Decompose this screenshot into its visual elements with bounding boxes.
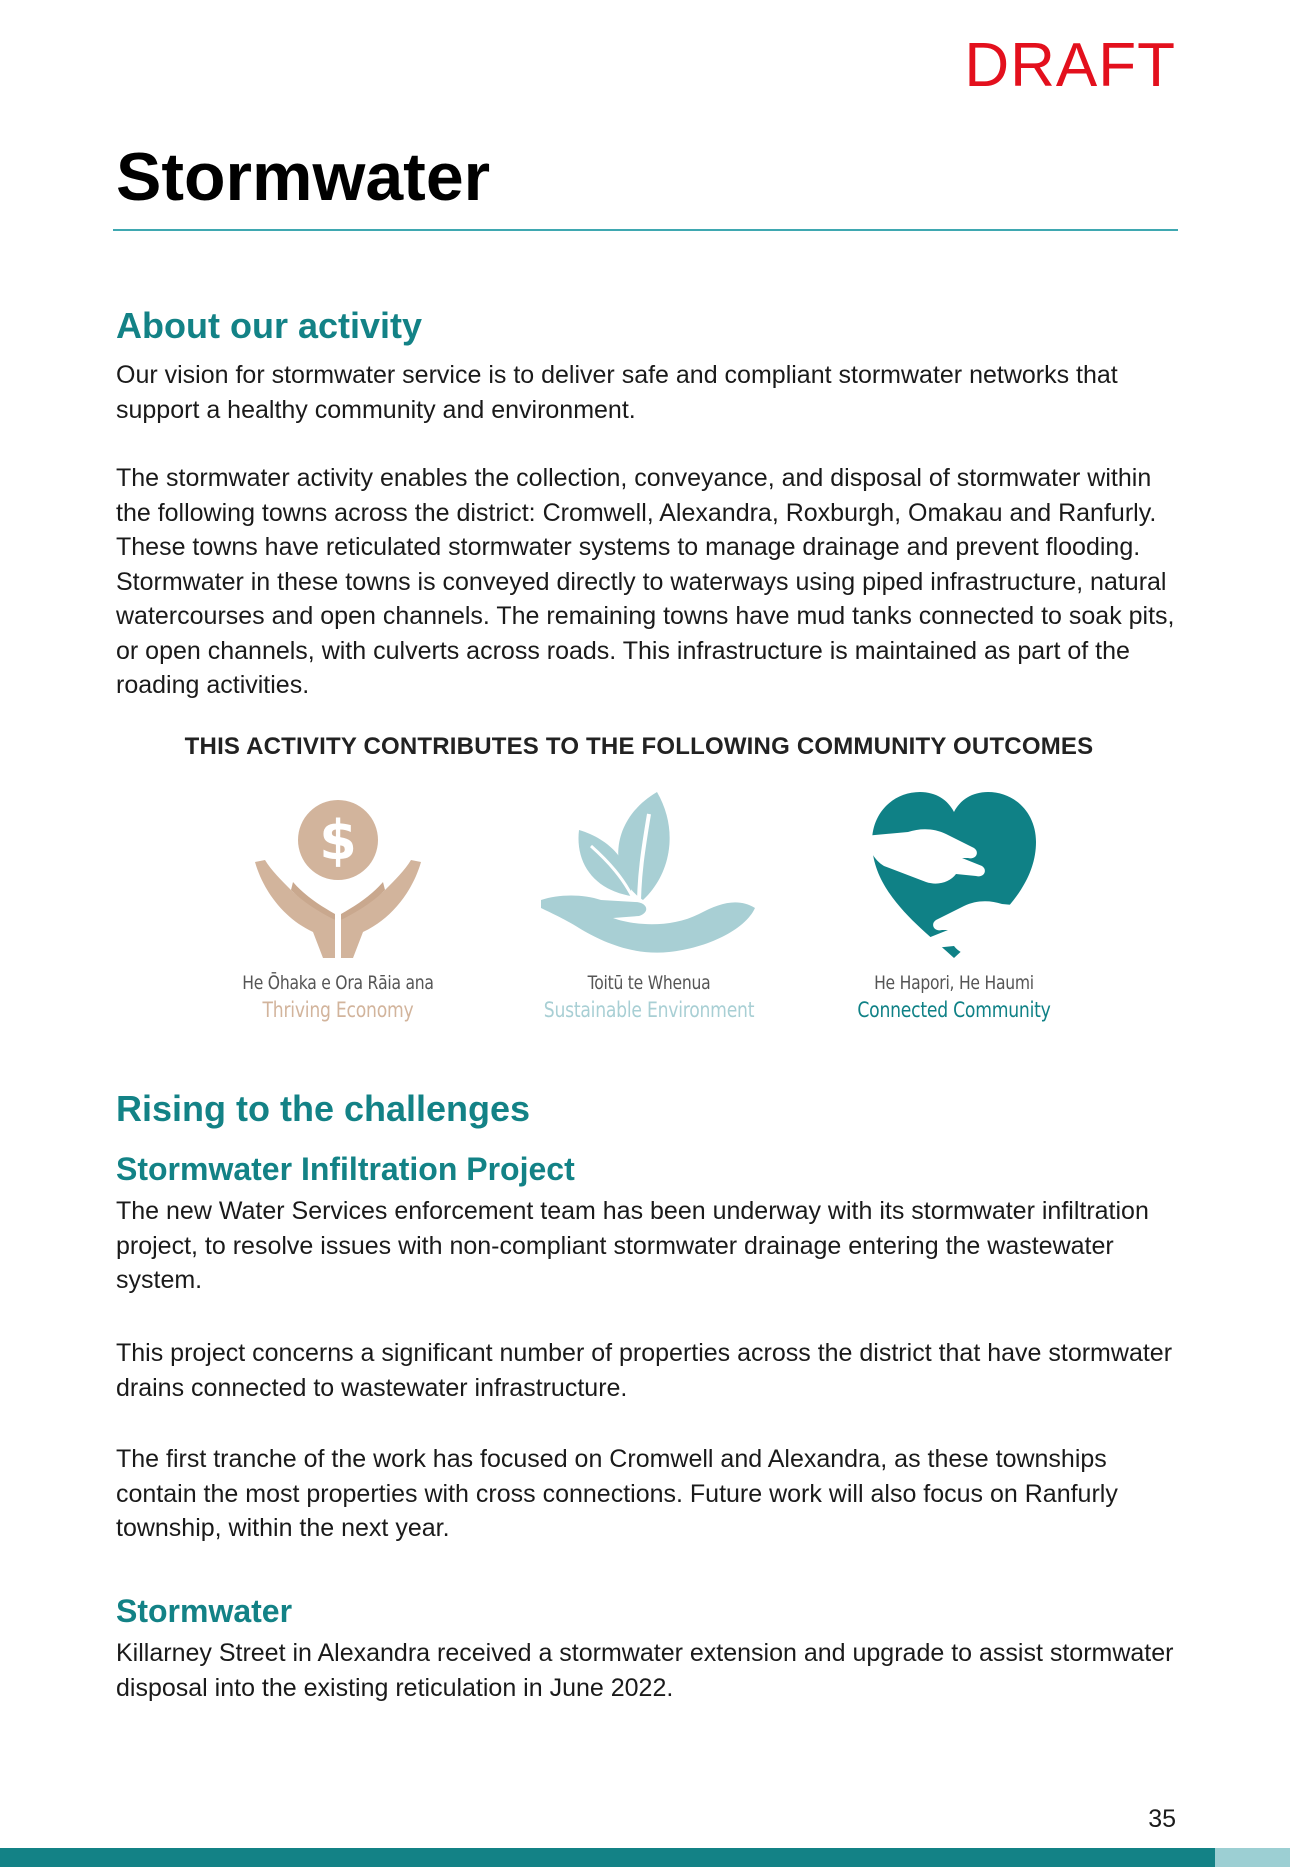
title-divider <box>113 229 1178 231</box>
page-number: 35 <box>1148 1805 1176 1833</box>
outcome-english-label: Connected Community <box>857 998 1051 1022</box>
outcome-english-label: Thriving Economy <box>262 998 414 1022</box>
infiltration-paragraph-3: The first tranche of the work has focused on Cromwell and Alexandra, as these townships contain the most properties with cross connections. Future work will also focus on Ranfurly township, within the next year. <box>116 1445 1118 1542</box>
about-paragraph-1: Our vision for stormwater service is to deliver safe and compliant stormwater networks that support a healthy community and environment. <box>116 361 1118 424</box>
stormwater-paragraph: Killarney Street in Alexandra received a stormwater extension and upgrade to assist stormwater disposal into the existing reticulation in June 2022. <box>116 1639 1174 1702</box>
outcome-maori-label: He Hapori, He Haumi <box>874 972 1034 994</box>
infiltration-heading: Stormwater Infiltration Project <box>116 1151 575 1187</box>
svg-text:$: $ <box>319 809 357 872</box>
outcome-english-label: Sustainable Environment <box>543 998 755 1022</box>
infiltration-paragraph-2: This project concerns a significant number of properties across the district that have stormwater drains connected to wastewater infrastructure. <box>116 1339 1173 1402</box>
outcome-sustainable-environment <box>519 790 779 1022</box>
footer-bar <box>0 1848 1215 1867</box>
outcome-maori-label: He Ōhaka e Ora Rāia ana <box>242 972 434 994</box>
hand-leaves-icon <box>539 790 759 960</box>
about-heading: About our activity <box>116 305 423 346</box>
about-paragraph-2: The stormwater activity enables the collection, conveyance, and disposal of stormwater within the following towns across the district: Cromwell, Alexandra, Roxburgh, Omakau and Ranfurly. These towns have reticulated stormwater systems to manage drainage and prevent flooding. Stormwater in these towns is conveyed directly to waterways using piped infrastructure, natural watercourses and open channels. The remaining towns have mud tanks connected to soak pits, or open channels, with culverts across roads. This infrastructure is maintained as part of the roading activities. <box>116 464 1175 699</box>
stormwater-subheading: Stormwater <box>116 1593 293 1629</box>
page-title: Stormwater <box>116 139 491 215</box>
outcome-maori-label: Toitū te Whenua <box>587 972 711 994</box>
outcomes-heading: THIS ACTIVITY CONTRIBUTES TO THE FOLLOWING COMMUNITY OUTCOMES <box>184 733 1094 760</box>
heart-hands-icon <box>864 790 1044 960</box>
hands-coin-icon <box>243 790 433 960</box>
outcome-connected-community <box>824 790 1084 1022</box>
footer-bar-accent <box>1215 1848 1290 1867</box>
challenges-heading: Rising to the challenges <box>116 1088 531 1129</box>
draft-watermark: DRAFT <box>964 31 1176 100</box>
outcome-thriving-economy <box>208 790 468 1022</box>
infiltration-paragraph-1: The new Water Services enforcement team has been underway with its stormwater infiltration project, to resolve issues with non-compliant stormwater drainage entering the wastewater system. <box>116 1197 1149 1294</box>
